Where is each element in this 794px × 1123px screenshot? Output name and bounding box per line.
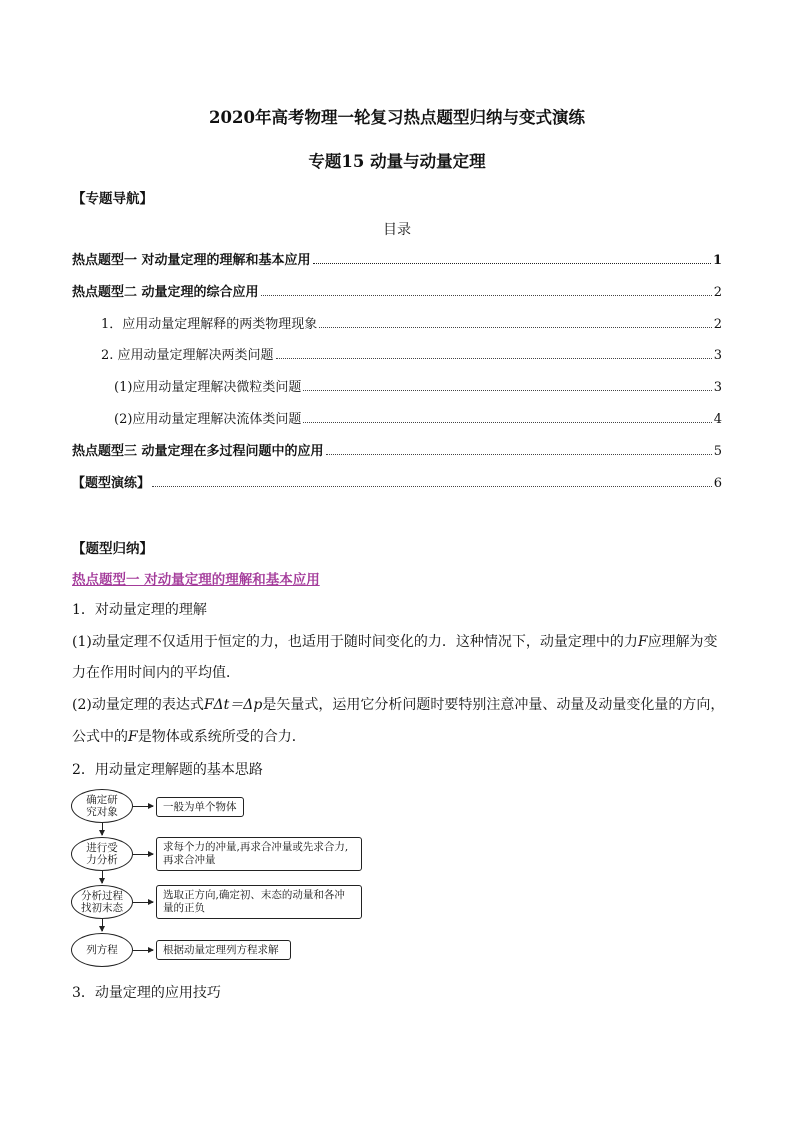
toc-entry[interactable] xyxy=(72,441,722,459)
toc-leader xyxy=(303,389,711,391)
toc-entry-label: 热点题型二 动量定理的综合应用 xyxy=(72,285,259,300)
flow-node: 确定研 究对象 xyxy=(71,789,133,823)
toc-entry-label: (2)应用动量定理解决流体类问题 xyxy=(114,412,302,427)
toc-leader xyxy=(261,294,712,296)
toc-entry-page: 3 xyxy=(713,380,722,395)
p2-text-end: 是矢量式，运用它分析问题时要特别注意冲量、动量及动量变化量的方向， xyxy=(262,697,725,713)
p2-var: F xyxy=(128,729,138,745)
flow-box: 求每个力的冲量,再求合冲量或先求合力, 再求合冲量 xyxy=(156,837,362,871)
flow-arrow-down xyxy=(102,823,103,835)
toc-entry-page: 2 xyxy=(713,317,722,332)
nav-heading: 【专题导航】 xyxy=(72,191,153,207)
toc-entry[interactable] xyxy=(101,345,722,363)
paragraph-2-cont xyxy=(72,727,306,747)
p1-text: (1)动量定理不仅适用于恒定的力，也适用于随时间变化的力．这种情况下，动量定理中的力 xyxy=(72,634,638,650)
flow-arrow-right xyxy=(133,950,153,951)
flow-node: 分析过程 找初末态 xyxy=(71,885,133,919)
paragraph-1-cont: 力在作用时间内的平均值． xyxy=(72,665,240,681)
toc-entry-page: 6 xyxy=(713,476,722,491)
flow-arrow-down xyxy=(102,919,103,931)
p2-cont-b: 是物体或系统所受的合力． xyxy=(137,729,306,745)
toc-leader xyxy=(303,421,711,423)
toc-leader xyxy=(313,262,711,264)
p2-cont-a: 公式中的 xyxy=(72,729,128,745)
toc-entry[interactable] xyxy=(114,377,722,395)
toc-entry-page: 4 xyxy=(713,412,722,427)
toc-leader xyxy=(152,485,712,487)
toc-leader xyxy=(326,453,712,455)
toc-leader xyxy=(319,326,711,328)
flow-arrow-right xyxy=(133,902,153,903)
toc-entry-label: 1．应用动量定理解释的两类物理现象 xyxy=(101,317,318,332)
p1-text-end: 应理解为变 xyxy=(647,634,718,650)
section1-link[interactable]: 热点题型一 对动量定理的理解和基本应用 xyxy=(72,572,320,588)
toc-entry-page: 3 xyxy=(713,348,722,363)
flow-box: 一般为单个物体 xyxy=(156,797,244,817)
toc-entry-page: 5 xyxy=(713,444,722,459)
item2-heading: 2．用动量定理解题的基本思路 xyxy=(72,762,263,778)
toc-entry-label: 【题型演练】 xyxy=(72,476,151,491)
flow-arrow-down xyxy=(102,871,103,883)
item1-heading: 1．对动量定理的理解 xyxy=(72,602,207,618)
toc-entry[interactable] xyxy=(72,473,722,491)
toc-entry-label: (1)应用动量定理解决微粒类问题 xyxy=(114,380,302,395)
document-title: 2020年高考物理一轮复习热点题型归纳与变式演练 xyxy=(209,108,585,127)
toc-entry-label: 2. 应用动量定理解决两类问题 xyxy=(101,348,274,363)
guina-heading: 【题型归纳】 xyxy=(72,541,153,557)
toc-entry-label: 热点题型三 动量定理在多过程问题中的应用 xyxy=(72,444,324,459)
item3-heading: 3．动量定理的应用技巧 xyxy=(72,985,221,1001)
toc-entry[interactable] xyxy=(101,314,722,332)
toc-leader xyxy=(276,357,712,359)
toc-entry-page: 1 xyxy=(712,253,722,268)
flow-arrow-right xyxy=(133,806,153,807)
flow-diagram xyxy=(68,787,368,967)
toc-entry-page: 2 xyxy=(713,285,722,300)
p1-var: F xyxy=(637,634,648,650)
flow-arrow-right xyxy=(133,854,153,855)
p2-formula: FΔt＝Δp xyxy=(203,697,263,713)
flow-node: 进行受 力分析 xyxy=(71,837,133,871)
paragraph-2 xyxy=(72,695,732,715)
paragraph-1 xyxy=(72,632,732,652)
toc-entry[interactable] xyxy=(114,409,722,427)
toc-entry[interactable] xyxy=(72,250,722,268)
flow-node: 列方程 xyxy=(71,933,133,967)
flow-box: 根据动量定理列方程求解 xyxy=(156,940,291,960)
toc-heading: 目录 xyxy=(383,222,411,238)
p2-text: (2)动量定理的表达式 xyxy=(72,697,204,713)
document-subtitle: 专题15 动量与动量定理 xyxy=(308,152,486,171)
flow-box: 选取正方向,确定初、末态的动量和各冲 量的正负 xyxy=(156,885,362,919)
toc-entry[interactable] xyxy=(72,282,722,300)
toc-entry-label: 热点题型一 对动量定理的理解和基本应用 xyxy=(72,253,311,268)
